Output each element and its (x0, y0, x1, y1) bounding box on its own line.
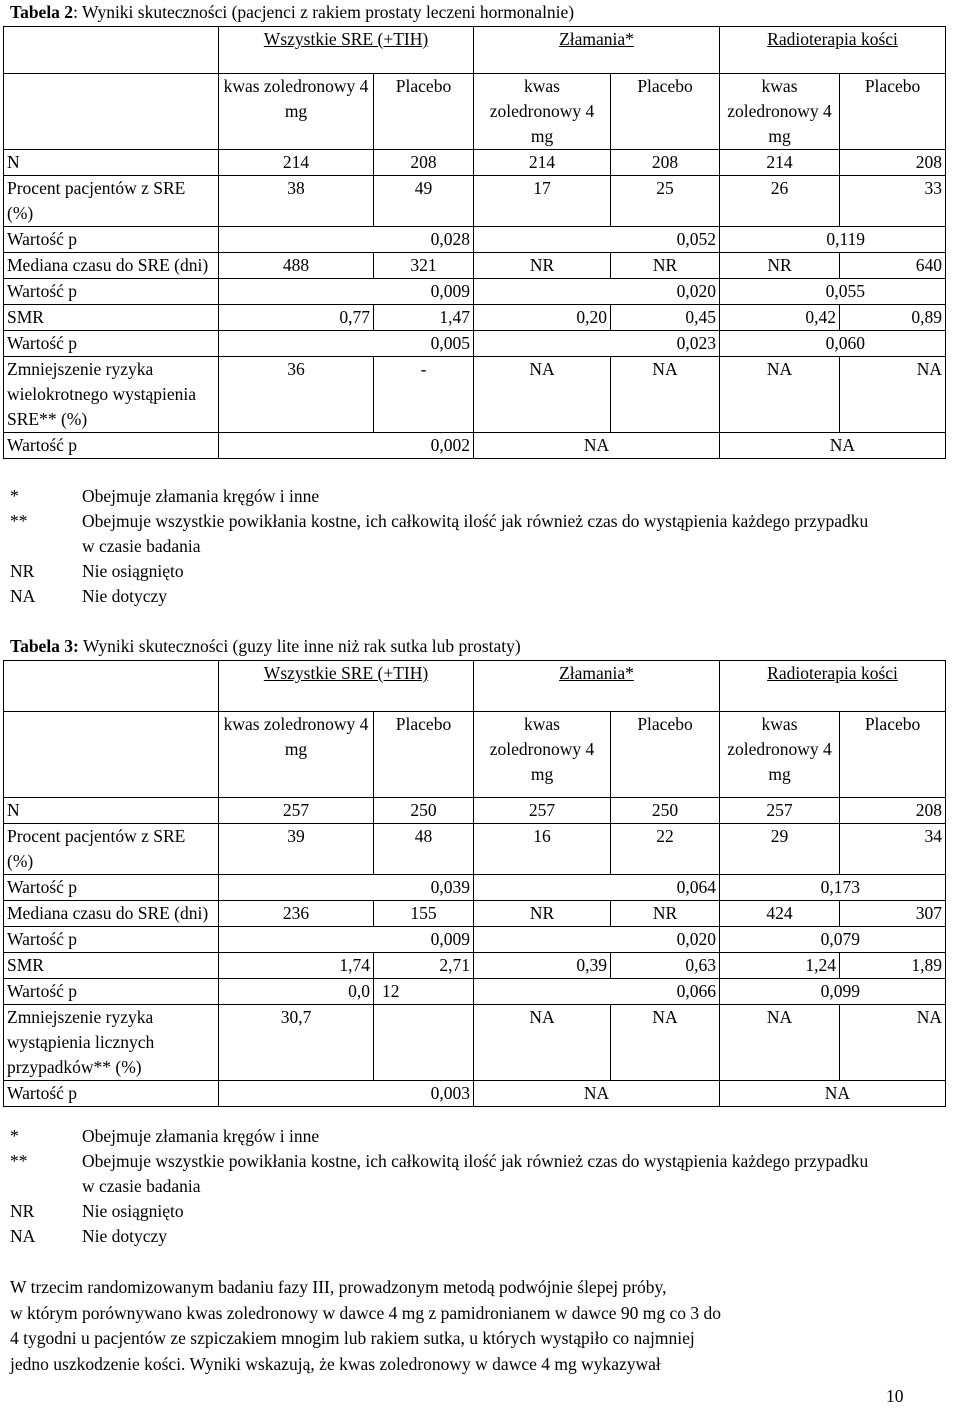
row-label: Procent pacjentów z SRE (%) (4, 824, 219, 875)
table-cell: 1,24 (720, 953, 840, 979)
row-label: Zmniejszenie ryzyka wystąpienia licznych przypadków** (%) (4, 1005, 219, 1081)
table-row (4, 150, 946, 176)
table-cell: 33 (840, 176, 946, 227)
footnote: * Obejmuje złamania kręgów i inne (10, 1126, 320, 1146)
row-label: Wartość p (4, 227, 219, 253)
table-row (4, 953, 946, 979)
paragraph-line: 4 tygodni u pacjentów ze szpiczakiem mnogim lub rakiem sutka, u których wystąpiło co najmniej (10, 1328, 695, 1348)
group-header: Radioterapia kości (720, 661, 946, 712)
table-cell: 0,064 (474, 875, 720, 901)
table-cell: 0,119 (720, 227, 946, 253)
table-cell: 26 (720, 176, 840, 227)
table-cell: 39 (219, 824, 374, 875)
paragraph-line: W trzecim randomizowanym badaniu fazy III, prowadzonym metodą podwójnie ślepej próby, (10, 1277, 667, 1297)
row-label: Mediana czasu do SRE (dni) (4, 253, 219, 279)
row-label: Wartość p (4, 331, 219, 357)
table2-title: Tabela 2: Wyniki skuteczności (pacjenci z rakiem prostaty leczeni hormonalnie) (10, 2, 575, 22)
table-row (4, 824, 946, 875)
table-row (4, 279, 946, 305)
table-cell: NA (720, 1005, 840, 1081)
table-cell: 1,47 (374, 305, 474, 331)
table-cell: 0,079 (720, 927, 946, 953)
table-cell: 16 (474, 824, 611, 875)
table-cell: 17 (474, 176, 611, 227)
table-cell: NR (720, 253, 840, 279)
row-label: Mediana czasu do SRE (dni) (4, 901, 219, 927)
group-header: Złamania* (474, 661, 720, 712)
column-header: kwas zoledronowy 4 mg (219, 74, 374, 150)
table-row (4, 176, 946, 227)
table-cell: NA (720, 433, 946, 459)
table-cell: 0,173 (720, 875, 946, 901)
column-header: Placebo (374, 712, 474, 798)
footnote: ** Obejmuje wszystkie powikłania kostne, ich całkowitą ilość jak również czas do wystąpienia każdego przypadku w czasie badania (10, 1151, 869, 1196)
table-cell: 250 (374, 798, 474, 824)
footnote: ** Obejmuje wszystkie powikłania kostne, ich całkowitą ilość jak również czas do wystąpienia każdego przypadku w czasie badania (10, 511, 869, 556)
table-cell: 0,055 (720, 279, 946, 305)
table3 (3, 660, 946, 1107)
row-label: Wartość p (4, 279, 219, 305)
footnote: NA Nie dotyczy (10, 586, 168, 606)
table-cell: 257 (720, 798, 840, 824)
table-cell: 12 (374, 979, 474, 1005)
table-cell: 208 (611, 150, 720, 176)
table-cell: 0,77 (219, 305, 374, 331)
table-row (4, 227, 946, 253)
table-cell: 0,003 (219, 1081, 474, 1107)
table-cell: 0,066 (474, 979, 720, 1005)
table-cell: 48 (374, 824, 474, 875)
table-cell: 0,42 (720, 305, 840, 331)
column-header: Placebo (611, 712, 720, 798)
table-cell: 22 (611, 824, 720, 875)
row-label: Wartość p (4, 1081, 219, 1107)
table-row (4, 927, 946, 953)
table-cell: 0,63 (611, 953, 720, 979)
table2 (3, 26, 946, 459)
table-cell: 0,039 (219, 875, 474, 901)
table-cell: - (374, 357, 474, 433)
table-row (4, 305, 946, 331)
page-number: 10 (886, 1386, 904, 1406)
table-cell: 208 (840, 798, 946, 824)
table-cell: 1,89 (840, 953, 946, 979)
row-label: Zmniejszenie ryzyka wielokrotnego wystąpienia SRE** (%) (4, 357, 219, 433)
table-cell: 640 (840, 253, 946, 279)
table-cell: 236 (219, 901, 374, 927)
table-cell: 1,74 (219, 953, 374, 979)
table-cell: 0,060 (720, 331, 946, 357)
table-cell: NA (474, 1081, 720, 1107)
table-cell: 0,0 (219, 979, 374, 1005)
table-cell: 0,028 (219, 227, 474, 253)
row-label: SMR (4, 953, 219, 979)
table-cell: 0,45 (611, 305, 720, 331)
table-cell: 0,20 (474, 305, 611, 331)
table-row (4, 433, 946, 459)
table-cell: 0,002 (219, 433, 474, 459)
paragraph-line: jedno uszkodzenie kości. Wyniki wskazują, że kwas zoledronowy w dawce 4 mg wykazywał (10, 1353, 661, 1374)
table-cell: 214 (219, 150, 374, 176)
column-header: kwas zoledronowy 4 mg (720, 74, 840, 150)
table-cell: 2,71 (374, 953, 474, 979)
table-row (4, 875, 946, 901)
table-cell: NA (720, 1081, 946, 1107)
group-header: Wszystkie SRE (+TIH) (219, 661, 474, 712)
table-cell: 25 (611, 176, 720, 227)
table-cell: 155 (374, 901, 474, 927)
table-cell: 36 (219, 357, 374, 433)
table-cell: 30,7 (219, 1005, 374, 1081)
table-cell: NA (474, 357, 611, 433)
table-cell: NA (474, 1005, 611, 1081)
table-cell: 0,89 (840, 305, 946, 331)
column-header: Placebo (611, 74, 720, 150)
table-cell: 0,023 (474, 331, 720, 357)
table-cell: NA (720, 357, 840, 433)
column-header: kwas zoledronowy 4 mg (474, 74, 611, 150)
table-cell: 0,020 (474, 927, 720, 953)
table-cell: 29 (720, 824, 840, 875)
table-row (4, 901, 946, 927)
footnote: NR Nie osiągnięto (10, 1201, 184, 1221)
table-row (4, 1005, 946, 1081)
footnote: NA Nie dotyczy (10, 1226, 168, 1246)
table-cell: 214 (720, 150, 840, 176)
table-cell: 214 (474, 150, 611, 176)
table-cell: NA (611, 1005, 720, 1081)
table-cell: 0,009 (219, 279, 474, 305)
table-cell: 321 (374, 253, 474, 279)
table-cell: 34 (840, 824, 946, 875)
table-cell: 208 (374, 150, 474, 176)
group-header: Radioterapia kości (720, 27, 946, 74)
footnote: * Obejmuje złamania kręgów i inne (10, 486, 320, 506)
table-row (4, 1081, 946, 1107)
table-cell: NA (474, 433, 720, 459)
table-cell: 257 (219, 798, 374, 824)
footnote: NR Nie osiągnięto (10, 561, 184, 581)
column-header: Placebo (374, 74, 474, 150)
table-cell: NA (611, 357, 720, 433)
column-header: Placebo (840, 712, 946, 798)
column-header: Placebo (840, 74, 946, 150)
body-paragraph (10, 1275, 930, 1377)
paragraph-line: w którym porównywano kwas zoledronowy w dawce 4 mg z pamidronianem w dawce 90 mg co 3 do (10, 1302, 722, 1323)
table-cell: 257 (474, 798, 611, 824)
row-label: N (4, 150, 219, 176)
table-row (4, 798, 946, 824)
column-header: kwas zoledronowy 4 mg (720, 712, 840, 798)
table-cell: 424 (720, 901, 840, 927)
row-label: Wartość p (4, 927, 219, 953)
table-cell: NR (611, 253, 720, 279)
table-cell: 38 (219, 176, 374, 227)
table-cell: 0,099 (720, 979, 946, 1005)
table-cell: 0,052 (474, 227, 720, 253)
table-cell: 0,009 (219, 927, 474, 953)
row-label: Wartość p (4, 979, 219, 1005)
table-cell: 49 (374, 176, 474, 227)
row-label: Wartość p (4, 875, 219, 901)
table3-title: Tabela 3: Wyniki skuteczności (guzy lite inne niż rak sutka lub prostaty) (10, 636, 521, 656)
table-row (4, 979, 946, 1005)
table-row (4, 357, 946, 433)
row-label: SMR (4, 305, 219, 331)
table-cell: 307 (840, 901, 946, 927)
table2-footnotes (10, 484, 940, 609)
table-cell: 0,39 (474, 953, 611, 979)
table-cell: NA (840, 357, 946, 433)
group-header: Złamania* (474, 27, 720, 74)
table-cell: NR (474, 253, 611, 279)
table-cell: NR (611, 901, 720, 927)
table-cell: 0,005 (219, 331, 474, 357)
row-label: N (4, 798, 219, 824)
table-cell: 208 (840, 150, 946, 176)
row-label: Wartość p (4, 433, 219, 459)
column-header: kwas zoledronowy 4 mg (219, 712, 374, 798)
table-row (4, 331, 946, 357)
table-cell: 250 (611, 798, 720, 824)
group-header: Wszystkie SRE (+TIH) (219, 27, 474, 74)
table-cell: 0,020 (474, 279, 720, 305)
table-row (4, 253, 946, 279)
table-cell: NR (474, 901, 611, 927)
table-cell: 488 (219, 253, 374, 279)
table3-footnotes (10, 1124, 940, 1249)
column-header: kwas zoledronowy 4 mg (474, 712, 611, 798)
row-label: Procent pacjentów z SRE (%) (4, 176, 219, 227)
table-cell: NA (840, 1005, 946, 1081)
